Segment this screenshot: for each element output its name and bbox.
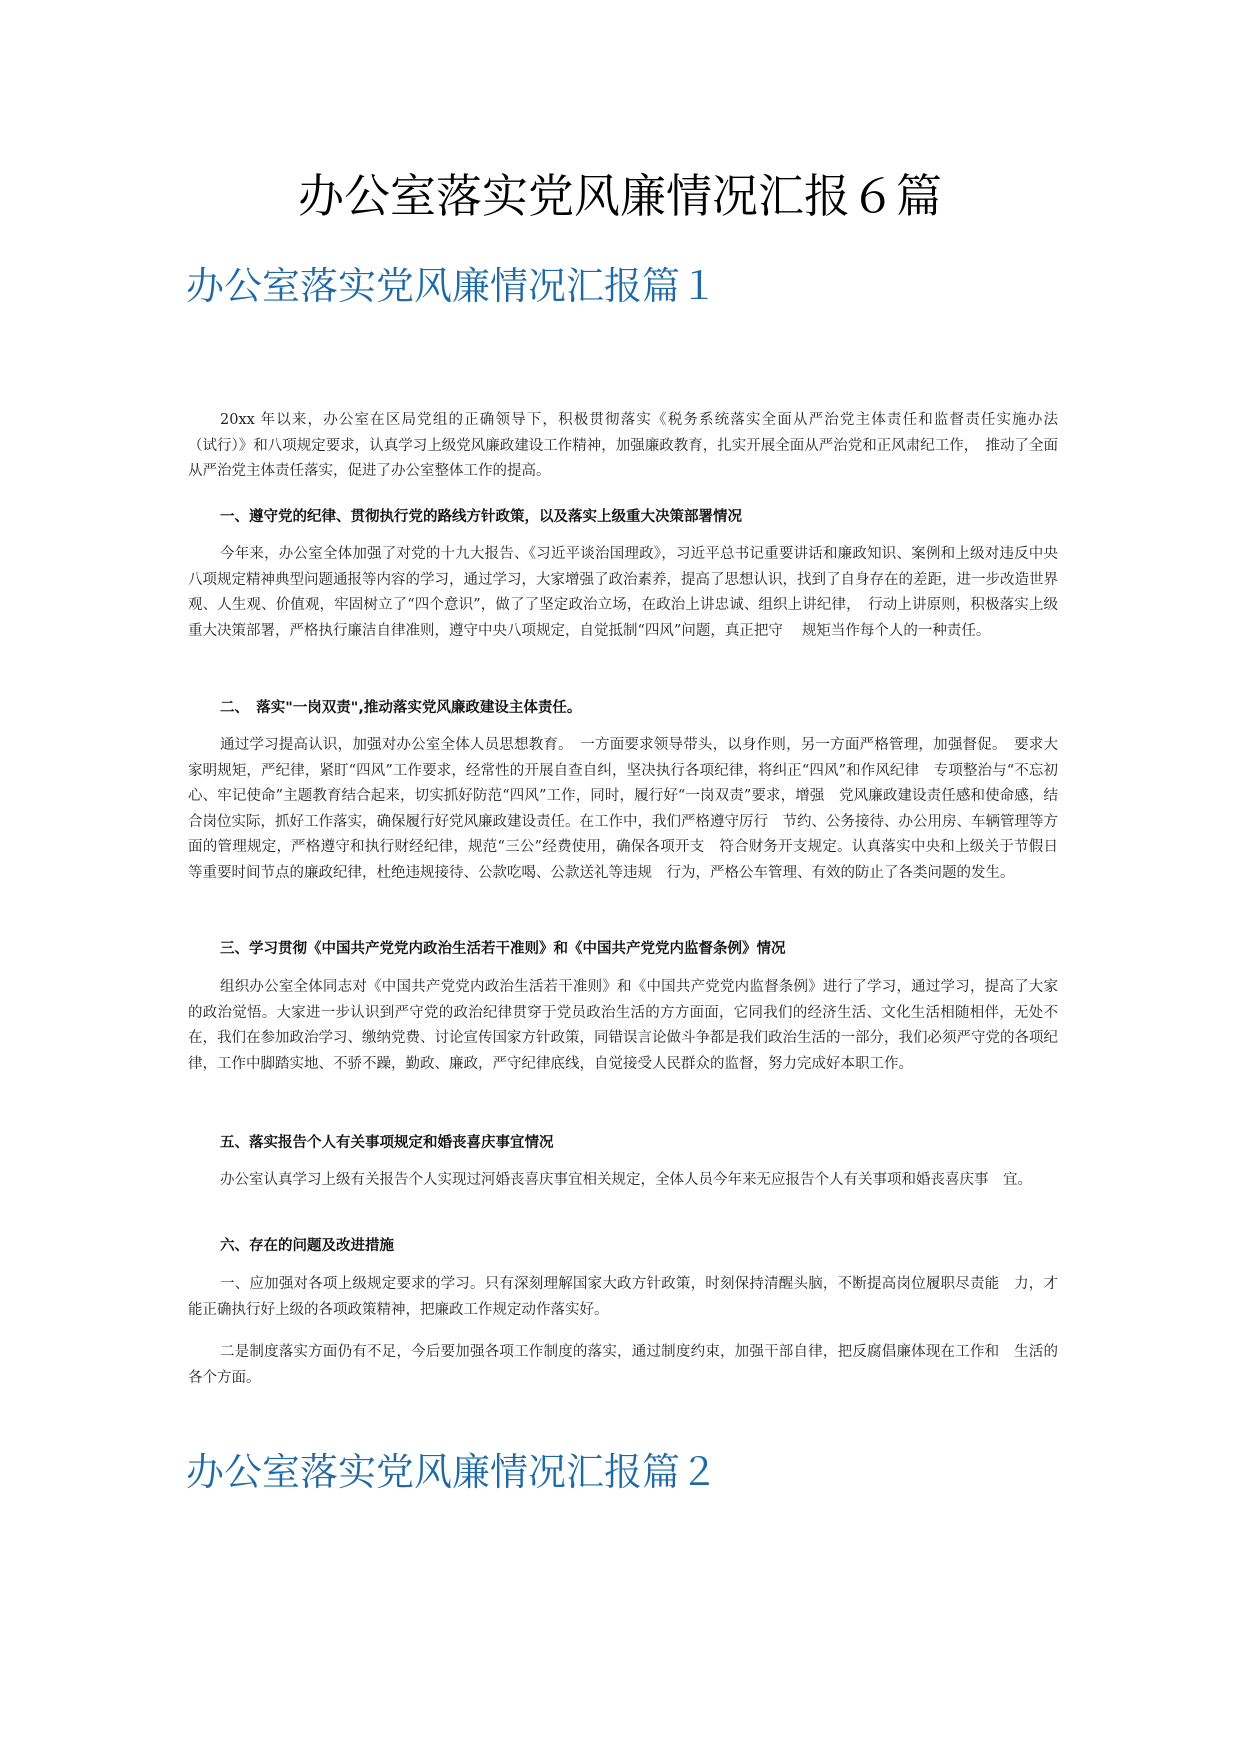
section-title-1: 办公室落实党风廉情况汇报篇１ [186, 264, 719, 308]
paragraph-1: 今年来，办公室全体加强了对党的十九大报告、《习近平谈治国理政》，习近平总书记重要讲话和廉政知识、案例和上级对违反中央八项规定精神典型问题通报等内容的学习，通过学习，大家增强了政治素养，提高了思想认识，找到了自身存在的差距，进一步改造世界观、人生观、价值观，牢固树立了“四个意识”，做了了坚定政治立场，在政治上讲忠诚、组织上讲纪律， 行动上讲原则，积极落实上级重大决策部署，严格执行廉洁自律准则，遵守中央八项规定，自觉抵制“四风”问题，真正把守 规矩当作每个人的一种责任。 [188, 546, 1058, 639]
heading-1-block [188, 506, 1058, 528]
section-heading-5: 五、落实报告个人有关事项规定和婚丧喜庆事宜情况 [220, 1135, 554, 1151]
section-heading-2: 二、 落实"一岗双责",推动落实党风廉政建设主体责任。 [220, 700, 582, 716]
document-title: 办公室落实党风廉情况汇报６篇 [298, 169, 942, 223]
paragraph-1-block [188, 542, 1058, 644]
paragraph-2: 通过学习提高认识，加强对办公室全体人员思想教育。 一方面要求领导带头，以身作则，另一方面严格管理，加强督促。 要求大家明规矩，严纪律，紧盯“四风”工作要求，经常性的开展自查自纠，坚决执行各项纪律，将纠正“四风”和作风纪律 专项整治与“不忘初心、牢记使命”主题教育结合起来，切实抓好防范“四风”工作，同时，履行好“一岗双责”要求，增强 党风廉政建设责任感和使命感，结合岗位实际，抓好工作落实，确保履行好党风廉政建设责任。在工作中，我们严格遵守厉行 节约、公务接待、办公用房、车辆管理等方面的管理规定，严格遵守和执行财经纪律，规范“三公”经费使用，确保各项开支 符合财务开支规定。认真落实中央和上级关于节假日等重要时间节点的廉政纪律，杜绝违规接待、公款吃喝、公款送礼等违规 行为，严格公车管理、有效的防止了各类问题的发生。 [188, 737, 1058, 881]
section-heading-6: 六、存在的问题及改进措施 [220, 1238, 394, 1254]
paragraph-6b-block [188, 1340, 1058, 1391]
paragraph-6b: 二是制度落实方面仍有不足，今后要加强各项工作制度的落实，通过制度约束，加强干部自律，把反腐倡廉体现在工作和 生活的各个方面。 [188, 1344, 1058, 1386]
paragraph-6a: 一、应加强对各项上级规定要求的学习。只有深刻理解国家大政方针政策，时刻保持清醒头脑，不断提高岗位履职尽责能 力，才能正确执行好上级的各项政策精神，把廉政工作规定动作落实好。 [188, 1276, 1058, 1318]
intro-block [188, 408, 1092, 485]
paragraph-3-block [188, 975, 1058, 1077]
heading-5-block [188, 1132, 1058, 1154]
paragraph-5: 办公室认真学习上级有关报告个人实现过河婚丧喜庆事宜相关规定，全体人员今年来无应报告个人有关事项和婚丧喜庆事 宜。 [220, 1172, 1032, 1188]
heading-2-block [188, 697, 1058, 719]
intro-paragraph: 20xx 年以来，办公室在区局党组的正确领导下，积极贯彻落实《税务系统落实全面从严治党主体责任和监督责任实施办法 （试行）》和八项规定要求，认真学习上级党风廉政建设工作精神，加强廉政教育，扎实开展全面从严治党和正风肃纪工作， 推动了全面从严治党主体责任落实，促进了办公室整体工作的提高。 [188, 412, 1092, 479]
section-heading-3: 三、学习贯彻《中国共产党党内政治生活若干准则》和《中国共产党党内监督条例》情况 [220, 941, 786, 957]
paragraph-2-block [188, 733, 1058, 886]
section-title-2: 办公室落实党风廉情况汇报篇２ [186, 1450, 719, 1494]
heading-3-block [188, 938, 1058, 960]
heading-6-block [188, 1235, 1058, 1257]
paragraph-3: 组织办公室全体同志对《中国共产党党内政治生活若干准则》和《中国共产党党内监督条例》进行了学习，通过学习，提高了大家的政治觉悟。大家进一步认识到严守党的政治纪律贯穿于党员政治生活的方方面面，它同我们的经济生活、文化生活相随相伴，无处不在，我们在参加政治学习、缴纳党费、讨论宣传国家方针政策，同错误言论做斗争都是我们政治生活的一部分，我们必须严守党的各项纪律，工作中脚踏实地、不骄不躁，勤政、廉政，严守纪律底线，自觉接受人民群众的监督，努力完成好本职工作。 [188, 979, 1058, 1072]
paragraph-6a-block [188, 1272, 1058, 1323]
section-heading-1: 一、遵守党的纪律、贯彻执行党的路线方针政策，以及落实上级重大决策部署情况 [220, 509, 742, 525]
paragraph-5-block [188, 1168, 1058, 1194]
